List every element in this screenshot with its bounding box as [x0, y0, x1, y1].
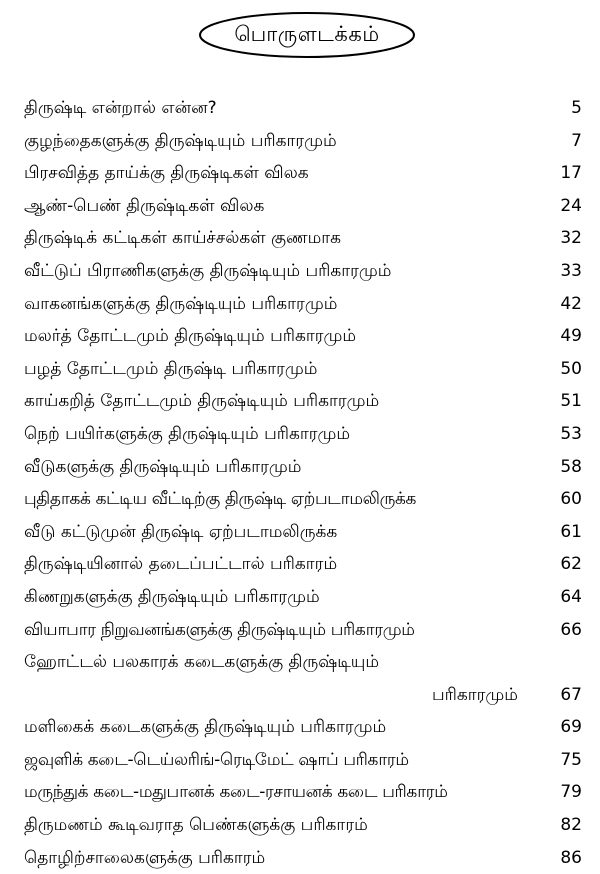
toc-entry-continuation — [24, 679, 584, 712]
toc-entry-page: 33 — [560, 260, 582, 281]
toc-entry — [24, 483, 584, 516]
toc-entry — [24, 776, 584, 809]
toc-entry — [24, 744, 584, 777]
toc-entry-text: காய்கறித் தோட்டமும் திருஷ்டியும் பரிகாரமும் — [24, 391, 380, 412]
toc-entry — [24, 255, 584, 288]
toc-entry — [24, 451, 584, 484]
toc-entry — [24, 125, 584, 158]
toc-entry-text: மலர்த் தோட்டமும் திருஷ்டியும் பரிகாரமும் — [24, 326, 357, 347]
toc-entry-text: வீடுகளுக்கு திருஷ்டியும் பரிகாரமும் — [24, 456, 302, 477]
toc-entry-page: 42 — [560, 293, 582, 314]
toc-entry-text: வியாபார நிறுவனங்களுக்கு திருஷ்டியும் பரிகாரமும் — [24, 619, 415, 640]
toc-entry-page: 82 — [560, 815, 582, 836]
toc-entry-text: பழத் தோட்டமும் திருஷ்டி பரிகாரமும் — [24, 358, 318, 379]
toc-entry — [24, 614, 584, 647]
toc-entry-page: 86 — [560, 847, 582, 868]
toc-entry — [24, 157, 584, 190]
toc-entry-page: 17 — [560, 163, 582, 184]
page-title-box — [197, 10, 417, 60]
toc-entry-page: 67 — [560, 684, 582, 705]
toc-entry — [24, 581, 584, 614]
toc-entry-text: பரிகாரமும் — [432, 684, 518, 705]
toc-entry-page: 50 — [560, 358, 582, 379]
toc-entry-page: 49 — [560, 326, 582, 347]
toc-entry-text: மளிகைக் கடைகளுக்கு திருஷ்டியும் பரிகாரமும் — [24, 717, 387, 738]
toc-entry-page: 32 — [560, 228, 582, 249]
toc-entry-text: திருமணம் கூடிவராத பெண்களுக்கு பரிகாரம் — [24, 815, 368, 836]
toc-entry — [24, 288, 584, 321]
toc-entry-page: 64 — [560, 586, 582, 607]
toc-entry — [24, 711, 584, 744]
toc-entry-text: குழந்தைகளுக்கு திருஷ்டியும் பரிகாரமும் — [24, 130, 337, 151]
toc-entry-page: 79 — [560, 782, 582, 803]
toc-entry — [24, 418, 584, 451]
toc-entry-page: 51 — [560, 391, 582, 412]
toc-entry-text: திருஷ்டியினால் தடைப்பட்டால் பரிகாரம் — [24, 554, 338, 575]
toc-entry-text: பிரசவித்த தாய்க்கு திருஷ்டிகள் விலக — [24, 163, 309, 184]
toc-entry — [24, 190, 584, 223]
toc-entry-text: வீட்டுப் பிராணிகளுக்கு திருஷ்டியும் பரிகாரமும் — [24, 260, 392, 281]
toc-entry-page: 75 — [560, 749, 582, 770]
toc-entry-text: ஆண்-பெண் திருஷ்டிகள் விலக — [24, 195, 265, 216]
toc-entry-text: மருந்துக் கடை-மதுபானக் கடை-ரசாயனக் கடை பரிகாரம் — [24, 782, 448, 803]
toc-entry-page: 58 — [560, 456, 582, 477]
toc-entry — [24, 320, 584, 353]
toc-entry — [24, 92, 584, 125]
toc-entry-page: 66 — [560, 619, 582, 640]
toc-entry-page: 60 — [560, 489, 582, 510]
toc-entry-page: 5 — [571, 98, 582, 118]
toc-entry-text: திருஷ்டிக் கட்டிகள் காய்ச்சல்கள் குணமாக — [24, 228, 342, 249]
toc-entry-text: ஹோட்டல் பலகாரக் கடைகளுக்கு திருஷ்டியும் — [24, 652, 380, 673]
toc-entry-page: 61 — [560, 521, 582, 542]
toc-entry — [24, 646, 584, 679]
toc-entry-text: வாகனங்களுக்கு திருஷ்டியும் பரிகாரமும் — [24, 293, 338, 314]
toc-entry — [24, 809, 584, 842]
toc-entry — [24, 353, 584, 386]
toc-entry-text: தொழிற்சாலைகளுக்கு பரிகாரம் — [24, 847, 266, 868]
toc-entry — [24, 222, 584, 255]
page-title: பொருளடக்கம் — [234, 21, 380, 46]
toc-entry-text: நெற் பயிர்களுக்கு திருஷ்டியும் பரிகாரமும் — [24, 423, 351, 444]
toc-entry-page: 53 — [560, 423, 582, 444]
toc-entry-page: 62 — [560, 554, 582, 575]
toc-entry-text: கிணறுகளுக்கு திருஷ்டியும் பரிகாரமும் — [24, 586, 320, 607]
toc-entry-page: 7 — [571, 130, 582, 151]
toc-list — [24, 92, 584, 874]
toc-entry — [24, 385, 584, 418]
toc-entry-text: ஜவுளிக் கடை-டெய்லரிங்-ரெடிமேட் ஷாப் பரிகாரம் — [24, 749, 409, 770]
toc-entry — [24, 516, 584, 549]
toc-entry-page: 24 — [560, 195, 582, 216]
toc-entry-text: வீடு கட்டுமுன் திருஷ்டி ஏற்படாமலிருக்க — [24, 521, 338, 542]
toc-entry — [24, 548, 584, 581]
toc-entry-text: புதிதாகக் கட்டிய வீட்டிற்கு திருஷ்டி ஏற்படாமலிருக்க — [24, 489, 417, 510]
toc-entry-page: 69 — [560, 717, 582, 738]
toc-entry-text: திருஷ்டி என்றால் என்ன? — [24, 98, 217, 118]
toc-entry — [24, 842, 584, 874]
